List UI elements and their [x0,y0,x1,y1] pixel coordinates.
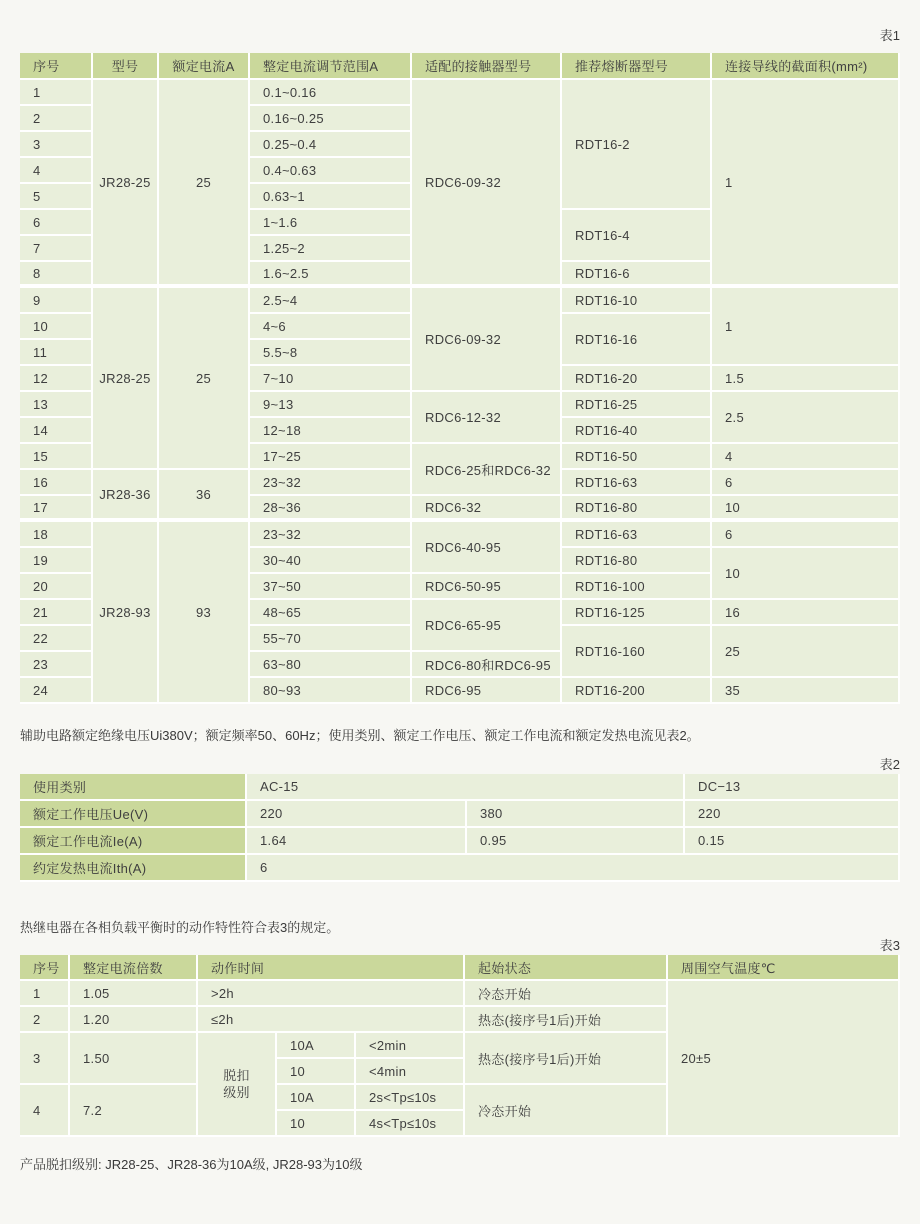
cell: RDT16-40 [562,418,712,444]
trip-class-note: 产品脱扣级别: JR28-25、JR28-36为10A级, JR28-93为10级 [20,1157,363,1172]
cell: RDC6-65-95 [412,600,562,652]
cell: 22 [20,626,93,652]
cell: 1.5 [712,366,900,392]
table-row [20,981,900,1007]
cell: 1.50 [70,1033,198,1085]
cell: JR28-25 [93,288,159,470]
cell: >2h [198,981,465,1007]
column-header: 序号 [20,53,93,80]
column-header: 适配的接触器型号 [412,53,562,80]
cell: 9 [20,288,93,314]
cell: RDT16-50 [562,444,712,470]
table-header-row [20,955,900,981]
cell: 7.2 [70,1085,198,1137]
cell: 6 [247,855,900,882]
cell: 24 [20,678,93,704]
cell: 5.5~8 [250,340,412,366]
cell: RDT16-16 [562,314,712,366]
cell: 80~93 [250,678,412,704]
cell: DC−13 [685,774,900,801]
cell: RDT16-2 [562,80,712,210]
column-header: 起始状态 [465,955,668,981]
cell: ≤2h [198,1007,465,1033]
cell: 35 [712,678,900,704]
cell: 2 [20,1007,70,1033]
cell: 3 [20,132,93,158]
cell: 25 [159,80,250,288]
table-row [20,828,900,855]
cell: 7 [20,236,93,262]
cell: 10 [712,548,900,600]
cell: AC-15 [247,774,685,801]
cell: 1 [712,288,900,366]
cell: RDT16-25 [562,392,712,418]
cell: 4 [20,158,93,184]
cell: 2.5 [712,392,900,444]
cell: 脱扣级别 [198,1033,277,1137]
cell: 4 [20,1085,70,1137]
cell: RDT16-80 [562,548,712,574]
table-row [20,801,900,828]
cell: 93 [159,522,250,704]
cell: 0.16~0.25 [250,106,412,132]
column-header: 整定电流调节范围A [250,53,412,80]
cell: <4min [356,1059,465,1085]
cell: RDC6-32 [412,496,562,522]
cell: 热态(接序号1后)开始 [465,1007,668,1033]
cell: 1~1.6 [250,210,412,236]
cell: 1 [20,981,70,1007]
cell: 10 [277,1059,356,1085]
cell: RDT16-63 [562,522,712,548]
cell: JR28-36 [93,470,159,522]
column-header: 额定电流A [159,53,250,80]
cell: 7~10 [250,366,412,392]
cell: 23~32 [250,470,412,496]
cell: 17 [20,496,93,522]
cell: 20 [20,574,93,600]
aux-circuit-rating-table [20,774,900,882]
cell: 热态(接序号1后)开始 [465,1033,668,1085]
cell: 0.15 [685,828,900,855]
cell: 25 [712,626,900,678]
cell: RDC6-40-95 [412,522,562,574]
row-header: 约定发热电流Ith(A) [20,855,247,882]
cell: RDT16-160 [562,626,712,678]
cell: 6 [712,522,900,548]
cell: <2min [356,1033,465,1059]
selection-spec-table [20,53,900,704]
cell: 36 [159,470,250,522]
cell: 11 [20,340,93,366]
table2-label: 表2 [879,757,900,772]
cell: 17~25 [250,444,412,470]
cell: 15 [20,444,93,470]
cell: 2.5~4 [250,288,412,314]
cell: 48~65 [250,600,412,626]
cell: RDT16-125 [562,600,712,626]
action-characteristic-note: 热继电器在各相负载平衡时的动作特性符合表3的规定。 [20,920,340,935]
cell: 16 [712,600,900,626]
cell: RDC6-09-32 [412,80,562,288]
cell: 25 [159,288,250,470]
cell: RDT16-6 [562,262,712,288]
cell: 13 [20,392,93,418]
cell: 1.20 [70,1007,198,1033]
column-header: 型号 [93,53,159,80]
row-header: 额定工作电压Ue(V) [20,801,247,828]
cell: 2 [20,106,93,132]
cell: 6 [712,470,900,496]
cell: 220 [685,801,900,828]
column-header: 整定电流倍数 [70,955,198,981]
cell: 12 [20,366,93,392]
row-header: 使用类别 [20,774,247,801]
cell: 28~36 [250,496,412,522]
column-header: 动作时间 [198,955,465,981]
cell: 0.95 [467,828,685,855]
cell: RDC6-80和RDC6-95 [412,652,562,678]
cell: 37~50 [250,574,412,600]
cell: RDT16-200 [562,678,712,704]
cell: 2s<Tp≤10s [356,1085,465,1111]
cell: 380 [467,801,685,828]
cell: 4s<Tp≤10s [356,1111,465,1137]
cell: 10 [277,1111,356,1137]
cell: 18 [20,522,93,548]
cell: 0.63~1 [250,184,412,210]
cell: 10A [277,1085,356,1111]
cell: 30~40 [250,548,412,574]
action-characteristic-table [20,955,900,1137]
cell: JR28-93 [93,522,159,704]
column-header: 推荐熔断器型号 [562,53,712,80]
column-header: 连接导线的截面积(mm²) [712,53,900,80]
cell: 19 [20,548,93,574]
table-row [20,774,900,801]
aux-circuit-note: 辅助电路额定绝缘电压Ui380V；额定频率50、60Hz；使用类别、额定工作电压、额定工作电流和额定发热电流见表2。 [20,728,700,743]
cell: 10A [277,1033,356,1059]
cell: 9~13 [250,392,412,418]
cell: 10 [20,314,93,340]
cell: 1.6~2.5 [250,262,412,288]
cell: 14 [20,418,93,444]
cell: RDT16-10 [562,288,712,314]
datasheet-page [0,28,920,1173]
cell: 冷态开始 [465,981,668,1007]
cell: 5 [20,184,93,210]
cell: 冷态开始 [465,1085,668,1137]
table1-label: 表1 [879,28,900,43]
table-row [20,288,900,314]
cell: 220 [247,801,467,828]
cell: RDC6-50-95 [412,574,562,600]
cell: 16 [20,470,93,496]
cell: RDT16-63 [562,470,712,496]
cell: 1 [20,80,93,106]
table-row [20,855,900,882]
cell: RDC6-25和RDC6-32 [412,444,562,496]
cell: RDT16-80 [562,496,712,522]
table-header-row [20,53,900,80]
row-header: 额定工作电流Ie(A) [20,828,247,855]
cell: RDT16-4 [562,210,712,262]
cell: 0.1~0.16 [250,80,412,106]
cell: 21 [20,600,93,626]
cell: RDT16-20 [562,366,712,392]
cell: 23~32 [250,522,412,548]
cell: JR28-25 [93,80,159,288]
cell: 4 [712,444,900,470]
cell: 1.05 [70,981,198,1007]
cell: RDC6-09-32 [412,288,562,392]
cell: 55~70 [250,626,412,652]
cell: 0.25~0.4 [250,132,412,158]
column-header: 序号 [20,955,70,981]
cell: 1 [712,80,900,288]
cell: 1.25~2 [250,236,412,262]
table-row [20,522,900,548]
cell: RDT16-100 [562,574,712,600]
table-row [20,80,900,106]
cell: RDC6-12-32 [412,392,562,444]
cell: 3 [20,1033,70,1085]
cell: 12~18 [250,418,412,444]
cell: 10 [712,496,900,522]
column-header: 周围空气温度℃ [668,955,900,981]
table3-label: 表3 [879,938,900,953]
cell: 4~6 [250,314,412,340]
cell: 6 [20,210,93,236]
cell: 20±5 [668,981,900,1137]
cell: 8 [20,262,93,288]
cell: 0.4~0.63 [250,158,412,184]
cell: 63~80 [250,652,412,678]
cell: 1.64 [247,828,467,855]
cell: RDC6-95 [412,678,562,704]
cell: 23 [20,652,93,678]
